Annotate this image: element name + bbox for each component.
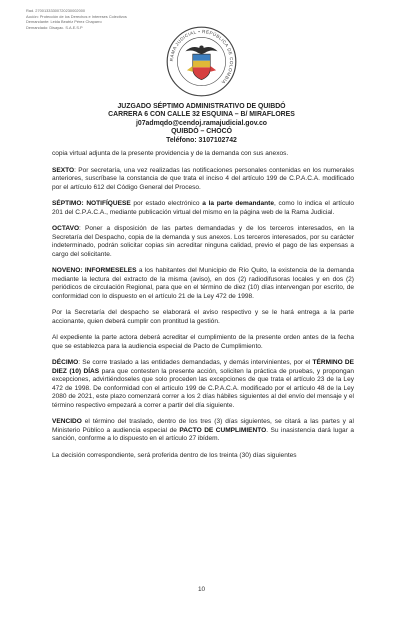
paragraph-sexto: SEXTO: Por secretaría, una vez realizadas las notificaciones personales contenidas en los numerales anteriores, suscríbase la constancia de que trata el inciso 4 del artículo 199 de C.P.A.C.A. modificado por el artículo 612 del Código General del Proceso.: [52, 166, 354, 191]
court-name: JUZGADO SÉPTIMO ADMINISTRATIVO DE QUIBDÓ: [117, 103, 286, 110]
paragraph-label: DÉCIMO: [52, 359, 79, 367]
case-plaintiff: Demandante: Leida Beatriz Pérez Chaparro: [26, 19, 102, 25]
court-address: CARRERA 6 CON CALLE 32 ESQUINA – B/ MIRAFLORES: [108, 111, 295, 119]
paragraph-label: VENCIDO: [52, 418, 82, 426]
page-number: 10: [197, 586, 206, 593]
document-body: [52, 150, 354, 469]
seal-text: RAMA JUDICIAL • REPÚBLICA DE COLOMBIA: [168, 28, 235, 85]
paragraph-octavo: OCTAVO: Poner a disposición de las partes demandadas y de los terceros interesados, en la Secretaría del Despacho, copia de la demanda y sus anexos. Los terceros interesados, por su carácter indeterminado, podrán solicitar copias sin acreditar ninguna calidad, previo el pago de las expensas a cargo del solicitante.: [52, 225, 354, 258]
case-radicado: Rad. 27001333300720230002000: [26, 8, 86, 13]
court-phone: Teléfono: 3107102742: [166, 136, 237, 144]
paragraph-label: OCTAVO: [52, 225, 80, 233]
paragraph-label: SÉPTIMO: NOTIFÍQUESE: [52, 200, 131, 208]
paragraph-aviso: Por la Secretaría del despacho se elaborará el aviso respectivo y se le hará entrega a la parte accionante, quien deberá cumplir con prontitud la gestión.: [52, 309, 354, 325]
paragraph-decision: La decisión correspondiente, será proferida dentro de los treinta (30) días siguientes: [52, 451, 297, 459]
paragraph-copy: copia virtual adjunta de la presente providencia y de la demanda con sus anexos.: [52, 150, 289, 157]
paragraph-label: NOVENO: INFORMESELES: [52, 267, 137, 275]
paragraph-vencido: VENCIDO el término del traslado, dentro de los tres (3) días siguientes, se citará a las partes y al Ministerio Público a audiencia especial de PACTO DE CUMPLIMIENTO. Su inasistencia dará lugar a sanción, conforme a lo dispuesto en el artículo 27 ibídem.: [52, 418, 354, 443]
paragraph-septimo: SÉPTIMO: NOTIFÍQUESE por estado electrónico a la parte demandante, como lo indica el artículo 201 del C.P.A.C.A., mediante publicación virtual del mismo en la página web de la Rama Judicial.: [52, 200, 355, 216]
court-email: j07admqdo@cendoj.ramajudicial.gov.co: [135, 119, 268, 127]
case-action: Acción: Protección de los Derechos e Intereses Colectivos: [26, 13, 127, 19]
case-metadata: [26, 8, 127, 30]
paragraph-label: SEXTO: [52, 166, 75, 174]
paragraph-noveno: NOVENO: INFORMESELES a los habitantes del Municipio de Río Quito, la existencia de la demanda mediante la lectura del extracto de la misma (aviso), en dos (2) radiodifusoras locales y en dos (2) periódicos de circulación Regional, para que en el término de diez (10) días intervengan por escrito, de conformidad con lo dispuesto en el artículo 21 de la Ley 472 de 1998.: [52, 267, 354, 300]
paragraph-expediente: Al expediente la parte actora deberá acreditar el cumplimiento de la presente orden antes de la fecha que se establezca para la audiencia especial de Pacto de Cumplimiento.: [52, 334, 354, 350]
paragraph-decimo: DÉCIMO: Se corre traslado a las entidades demandadas, y demás intervinientes, por el TÉRMINO DE DIEZ (10) DÍAS para que contesten la presente acción, soliciten la práctica de pruebas, y propongan excepciones, advirtiéndoseles que solo proceden las excepciones de que trata el artículo 23 de la Ley 472 de 1998. De conformidad con el artículo 199 de C.P.A.C.A. modificado por el artículo 48 de la Ley 2080 de 2021, este plazo comenzará correr a los 2 días hábiles siguientes al del envío del mensaje y el término respectivo empezará a correr a partir del día siguiente.: [52, 359, 354, 409]
court-header: [0, 103, 403, 145]
case-defendant: Demandado: Disayac. S.A.E.S.P: [26, 24, 83, 30]
rama-judicial-seal: [165, 25, 238, 98]
court-city: QUIBDÓ – CHOCÓ: [171, 128, 232, 136]
